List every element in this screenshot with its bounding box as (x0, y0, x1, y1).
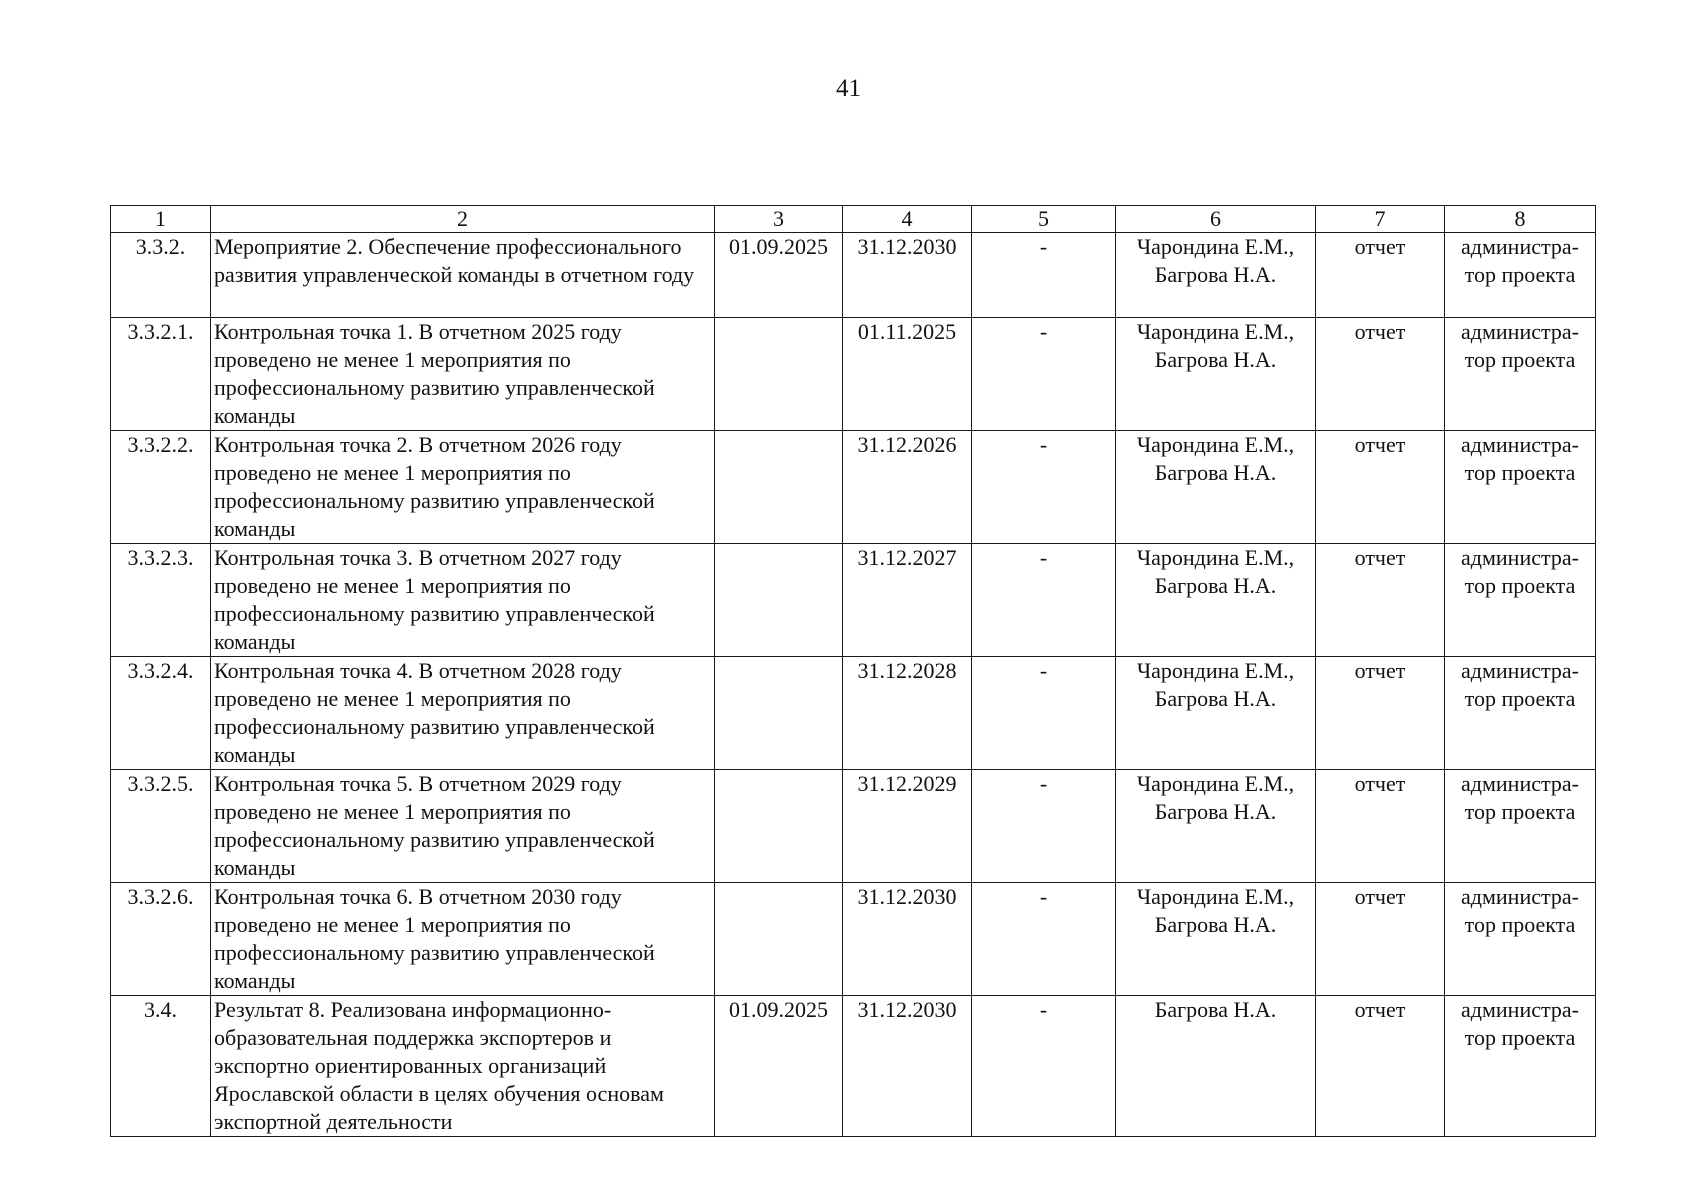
row-end-date: 01.11.2025 (843, 318, 972, 431)
row-col5: - (972, 883, 1116, 996)
row-col5: - (972, 431, 1116, 544)
row-number: 3.3.2.3. (111, 544, 211, 657)
plan-table (110, 205, 1596, 1137)
header-cell-2: 2 (211, 206, 715, 233)
row-responsible: Чарондина Е.М., Багрова Н.А. (1116, 883, 1316, 996)
header-cell-7: 7 (1316, 206, 1445, 233)
row-end-date: 31.12.2030 (843, 996, 972, 1137)
row-end-date: 31.12.2030 (843, 233, 972, 318)
row-document: отчет (1316, 883, 1445, 996)
row-start-date (715, 544, 843, 657)
row-responsible: Багрова Н.А. (1116, 996, 1316, 1137)
row-role: администра-тор проекта (1445, 544, 1596, 657)
header-cell-1: 1 (111, 206, 211, 233)
row-end-date: 31.12.2027 (843, 544, 972, 657)
row-document: отчет (1316, 544, 1445, 657)
row-start-date: 01.09.2025 (715, 996, 843, 1137)
row-number: 3.3.2.6. (111, 883, 211, 996)
table-row (111, 657, 1596, 770)
row-name: Контрольная точка 6. В отчетном 2030 году проведено не менее 1 мероприятия по профессиональному развитию управленческой команды (211, 883, 715, 996)
row-responsible: Чарондина Е.М., Багрова Н.А. (1116, 431, 1316, 544)
row-number: 3.3.2.4. (111, 657, 211, 770)
row-start-date (715, 431, 843, 544)
row-responsible: Чарондина Е.М., Багрова Н.А. (1116, 770, 1316, 883)
row-name: Контрольная точка 5. В отчетном 2029 году проведено не менее 1 мероприятия по профессиональному развитию управленческой команды (211, 770, 715, 883)
table-row (111, 770, 1596, 883)
page-number: 41 (836, 75, 861, 102)
row-end-date: 31.12.2030 (843, 883, 972, 996)
row-number: 3.3.2.5. (111, 770, 211, 883)
row-end-date: 31.12.2026 (843, 431, 972, 544)
header-row (111, 206, 1596, 233)
row-number: 3.3.2. (111, 233, 211, 318)
table-row (111, 883, 1596, 996)
row-name: Результат 8. Реализована информационно-образовательная поддержка экспортеров и экспортно ориентированных организаций Ярославской области в целях обучения основам экспортной деятельности (211, 996, 715, 1137)
row-col5: - (972, 544, 1116, 657)
row-responsible: Чарондина Е.М., Багрова Н.А. (1116, 544, 1316, 657)
row-document: отчет (1316, 770, 1445, 883)
row-role: администра-тор проекта (1445, 233, 1596, 318)
row-name: Контрольная точка 2. В отчетном 2026 году проведено не менее 1 мероприятия по профессиональному развитию управленческой команды (211, 431, 715, 544)
header-cell-8: 8 (1445, 206, 1596, 233)
row-name: Мероприятие 2. Обеспечение профессионального развития управленческой команды в отчетном году (211, 233, 715, 318)
header-cell-4: 4 (843, 206, 972, 233)
row-role: администра-тор проекта (1445, 431, 1596, 544)
row-role: администра-тор проекта (1445, 996, 1596, 1137)
header-cell-6: 6 (1116, 206, 1316, 233)
row-role: администра-тор проекта (1445, 883, 1596, 996)
row-document: отчет (1316, 318, 1445, 431)
row-number: 3.3.2.2. (111, 431, 211, 544)
row-end-date: 31.12.2029 (843, 770, 972, 883)
row-role: администра-тор проекта (1445, 318, 1596, 431)
header-cell-3: 3 (715, 206, 843, 233)
table-row (111, 544, 1596, 657)
row-col5: - (972, 770, 1116, 883)
row-document: отчет (1316, 996, 1445, 1137)
row-end-date: 31.12.2028 (843, 657, 972, 770)
row-document: отчет (1316, 431, 1445, 544)
row-start-date (715, 770, 843, 883)
table-row (111, 996, 1596, 1137)
row-start-date (715, 657, 843, 770)
row-name: Контрольная точка 4. В отчетном 2028 году проведено не менее 1 мероприятия по профессиональному развитию управленческой команды (211, 657, 715, 770)
row-name: Контрольная точка 3. В отчетном 2027 году проведено не менее 1 мероприятия по профессиональному развитию управленческой команды (211, 544, 715, 657)
header-cell-5: 5 (972, 206, 1116, 233)
row-col5: - (972, 318, 1116, 431)
row-start-date (715, 318, 843, 431)
row-responsible: Чарондина Е.М., Багрова Н.А. (1116, 318, 1316, 431)
row-document: отчет (1316, 233, 1445, 318)
row-col5: - (972, 996, 1116, 1137)
row-start-date (715, 883, 843, 996)
row-role: администра-тор проекта (1445, 770, 1596, 883)
row-role: администра-тор проекта (1445, 657, 1596, 770)
row-responsible: Чарондина Е.М., Багрова Н.А. (1116, 233, 1316, 318)
row-col5: - (972, 657, 1116, 770)
row-number: 3.4. (111, 996, 211, 1137)
row-responsible: Чарондина Е.М., Багрова Н.А. (1116, 657, 1316, 770)
row-document: отчет (1316, 657, 1445, 770)
row-start-date: 01.09.2025 (715, 233, 843, 318)
table-row (111, 431, 1596, 544)
table-row (111, 233, 1596, 318)
table-row (111, 318, 1596, 431)
row-number: 3.3.2.1. (111, 318, 211, 431)
row-name: Контрольная точка 1. В отчетном 2025 году проведено не менее 1 мероприятия по профессиональному развитию управленческой команды (211, 318, 715, 431)
row-col5: - (972, 233, 1116, 318)
